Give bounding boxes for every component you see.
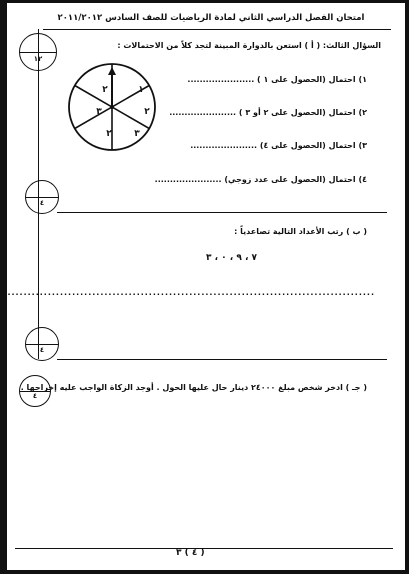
- page-frame-top: [0, 0, 409, 3]
- spinner-sector-label: ١: [138, 85, 144, 95]
- score-part-a-value: ٤: [39, 199, 45, 207]
- probability-item-4: ٤) احتمال (الحصول على عدد زوجي) ......................: [154, 175, 367, 184]
- part-b-heading: ( ب ) رتب الأعداد التالية تصاعدياً :: [234, 227, 367, 236]
- probability-item-3: ٣) احتمال (الحصول على ٤) ......................: [190, 141, 367, 150]
- separator-b: [57, 359, 387, 360]
- separator-a: [57, 212, 387, 213]
- part-c-text: ( جـ ) ادخر شخص مبلغ ٢٤٠٠٠ دينار حال عليها الحول . أوجد الزكاة الواجب عليه إخراجها .: [20, 383, 367, 392]
- page-frame-bottom: [0, 570, 409, 574]
- spinner-sector-label: ٢: [144, 107, 150, 117]
- score-part-c-value: ٤: [32, 392, 38, 400]
- probability-item-2: ٢) احتمال (الحصول على ٢ أو ٣ ) ......................: [169, 108, 367, 117]
- question3-heading: السؤال الثالث: ( أ ) استعن بالدوارة المبينة لتجد كلاً من الاحتمالات :: [117, 41, 381, 50]
- exam-header: امتحان الفصل الدراسي الثاني لمادة الرياضيات للصف السادس ٢٠١١/٢٠١٢: [57, 13, 365, 23]
- probability-item-1: ١) احتمال (الحصول على ١ ) ......................: [187, 75, 367, 84]
- page-frame-right: [405, 0, 409, 574]
- score-part-b-value: ٤: [39, 346, 45, 354]
- spinner-sector-label: ٢: [106, 129, 112, 139]
- part-b-answer-line: ...........................................................................................: [7, 288, 375, 297]
- score-circle-part-a: [25, 180, 59, 214]
- header-underline: [43, 29, 391, 30]
- part-b-numbers: ٧ ، ٩ ، ٠ ، ٣: [205, 253, 257, 263]
- spinner-sector-label: ٢: [102, 85, 108, 95]
- score-circle-part-b: [25, 327, 59, 361]
- spinner-sector-label: ٣: [96, 107, 102, 117]
- page-frame-left: [0, 0, 7, 574]
- page-number: ( ٤ ) ٣: [176, 548, 205, 558]
- score-total-value: ١٢: [33, 55, 43, 63]
- score-circle-total: [19, 33, 57, 71]
- spinner-sector-label: ٣: [134, 129, 140, 139]
- exam-page: [7, 5, 397, 565]
